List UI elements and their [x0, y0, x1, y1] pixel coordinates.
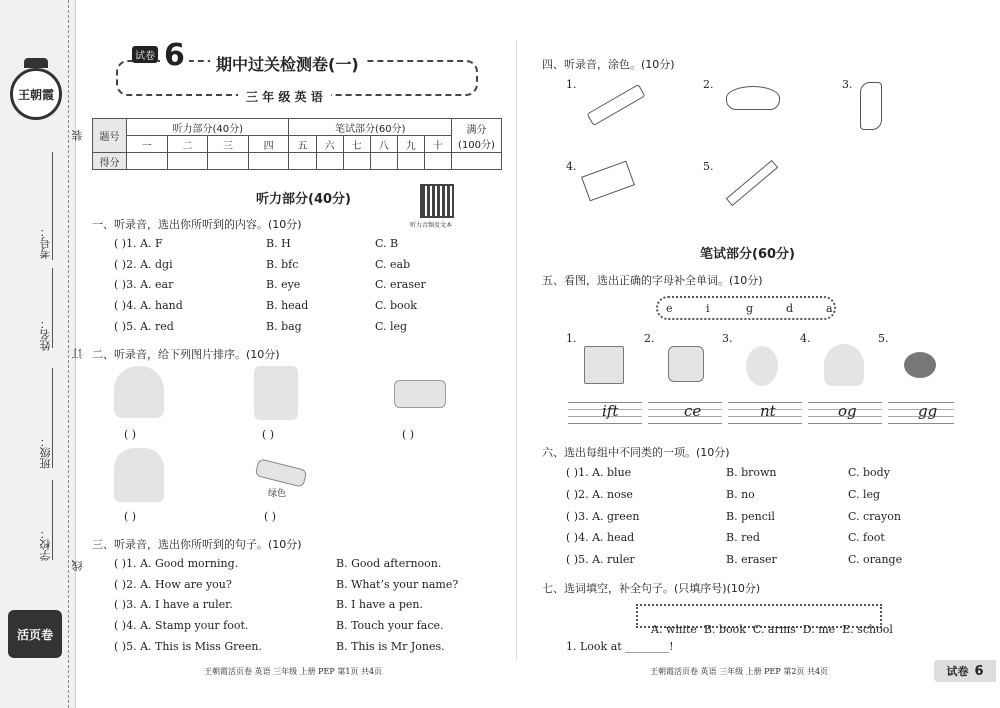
crayon-icon [587, 84, 646, 126]
score-cell[interactable] [424, 153, 451, 170]
q1-item-1-c: C. B [375, 237, 399, 250]
q5-letter: i [706, 302, 710, 315]
score-cell[interactable] [316, 153, 343, 170]
eraser-icon [581, 161, 635, 202]
q1-item-2-c: C. eab [375, 258, 411, 271]
field-name-line[interactable] [52, 268, 53, 348]
q6-item-5-a[interactable]: ( )5. A. ruler [566, 553, 635, 566]
q4-num-1: 1. [566, 78, 577, 91]
score-cell[interactable] [127, 153, 168, 170]
q5-letter: g [746, 302, 754, 315]
question-number: 七 [343, 136, 370, 153]
q3-title: 三、听录音，选出你所听到的句子。(10分) [92, 538, 302, 551]
logo-crown-icon [24, 58, 48, 68]
q2-blank-2[interactable]: ( ) [262, 428, 275, 441]
q4-title: 四、听录音，涂色。(10分) [542, 58, 675, 71]
pencil-icon [726, 160, 778, 206]
q6-item-4-a[interactable]: ( )4. A. head [566, 531, 635, 544]
score-cell[interactable] [248, 153, 289, 170]
q6-item-5-b: B. eraser [726, 553, 777, 566]
green-label: 绿色 [268, 489, 287, 499]
boy-waving-picture [114, 448, 164, 502]
q7-options: A. white B. book C. arms D. me E. school [651, 623, 893, 636]
page-tag-label: 试卷 [946, 665, 969, 678]
q5-num-4: 4. [800, 332, 811, 345]
field-school: 学校： [39, 528, 52, 561]
footer-left: 王朝霞活页卷 英语 三年级 上册 PEP 第1页 共4页 [204, 667, 383, 676]
q1-item-5-c: C. leg [375, 320, 408, 333]
field-exam-number-line[interactable] [52, 152, 53, 260]
egg-picture [904, 352, 936, 378]
q7-line-1[interactable]: 1. Look at ________! [566, 640, 674, 653]
q5-num-1: 1. [566, 332, 577, 345]
qr-caption: 听力音频及文本 [410, 222, 453, 229]
q3-item-1-b: B. Good afternoon. [336, 557, 442, 570]
page-subtitle: 三 年 级 英 语 [238, 88, 331, 105]
eraser-picture [394, 380, 446, 408]
q1-item-5-b: B. bag [266, 320, 302, 333]
question-number: 十 [424, 136, 451, 153]
q1-item-2-b: B. bfc [266, 258, 299, 271]
q7-title: 七、选词填空，补全句子。(只填序号)(10分) [542, 582, 761, 595]
brand-logo [10, 68, 62, 120]
q6-item-4-c: C. foot [848, 531, 885, 544]
question-number: 一 [127, 136, 168, 153]
brand-logo-text: 王朝霞 [17, 87, 54, 102]
q6-item-3-a[interactable]: ( )3. A. green [566, 510, 640, 523]
q2-blank-4[interactable]: ( ) [124, 510, 137, 523]
score-cell[interactable] [370, 153, 397, 170]
full-score-label: 满分 [466, 124, 487, 136]
ant-picture [746, 346, 778, 386]
question-number: 六 [316, 136, 343, 153]
q5-num-3: 3. [722, 332, 733, 345]
q6-item-1-c: C. body [848, 466, 890, 479]
binding-mark-1: 装 [71, 130, 84, 141]
q1-title: 一、听录音，选出你所听到的内容。(10分) [92, 218, 302, 231]
q1-item-1-a[interactable]: ( )1. A. F [114, 237, 163, 250]
footer-right: 王朝霞活页卷 英语 三年级 上册 PEP 第2页 共4页 [650, 667, 829, 676]
boy-crying-picture [114, 366, 164, 418]
q3-item-5-b: B. This is Mr Jones. [336, 640, 445, 653]
exam-badge: 试卷 [132, 46, 158, 63]
q6-title: 六、选出每组中不同类的一项。(10分) [542, 446, 730, 459]
writing-heading: 笔试部分(60分) [700, 247, 795, 262]
q2-blank-3[interactable]: ( ) [402, 428, 415, 441]
score-cell[interactable] [452, 153, 502, 170]
q6-item-1-a[interactable]: ( )1. A. blue [566, 466, 632, 479]
q1-item-4-b: B. head [266, 299, 309, 312]
q6-item-3-c: C. crayon [848, 510, 901, 523]
q3-item-3-a[interactable]: ( )3. A. I have a ruler. [114, 598, 233, 611]
q5-word-2: ce [684, 402, 702, 420]
crayon-picture [255, 458, 308, 488]
score-cell[interactable] [397, 153, 424, 170]
q1-item-3-b: B. eye [266, 278, 301, 291]
page-tag [934, 660, 996, 682]
dog-picture [824, 344, 864, 386]
q1-item-1-b: B. H [266, 237, 291, 250]
q3-item-1-a[interactable]: ( )1. A. Good morning. [114, 557, 239, 570]
field-exam-number: 考号： [39, 226, 52, 259]
question-number: 二 [167, 136, 208, 153]
question-number: 九 [397, 136, 424, 153]
q5-letter: e [666, 302, 673, 315]
q5-letter: a [826, 302, 833, 315]
ruler-shape-icon [860, 82, 882, 130]
q2-blank-1[interactable]: ( ) [124, 428, 137, 441]
full-score [452, 119, 502, 153]
q3-item-2-a[interactable]: ( )2. A. How are you? [114, 578, 232, 591]
q4-num-2: 2. [703, 78, 714, 91]
q1-item-3-c: C. eraser [375, 278, 426, 291]
q4-num-4: 4. [566, 160, 577, 173]
q6-item-4-b: B. red [726, 531, 760, 544]
q6-item-3-b: B. pencil [726, 510, 775, 523]
q1-item-2-a[interactable]: ( )2. A. dgi [114, 258, 173, 271]
listening-header: 听力部分(40分) [127, 119, 289, 136]
page-title: 期中过关检测卷(一) [210, 52, 365, 75]
field-school-line[interactable] [52, 480, 53, 560]
field-class: 班级： [39, 436, 52, 469]
q5-num-5: 5. [878, 332, 889, 345]
binding-mark-2: 订 [71, 348, 84, 359]
q3-item-5-a[interactable]: ( )5. A. This is Miss Green. [114, 640, 262, 653]
ice-cube-picture [668, 346, 704, 382]
page-tag-number: 6 [974, 663, 984, 679]
q6-item-1-b: B. brown [726, 466, 777, 479]
q5-word-3: nt [760, 402, 776, 420]
score-table [92, 118, 502, 170]
q1-item-4-a[interactable]: ( )4. A. hand [114, 299, 183, 312]
score-cell[interactable] [208, 153, 249, 170]
q7-option-box [636, 604, 893, 636]
score-label: 得分 [93, 153, 127, 170]
q3-item-4-b: B. Touch your face. [336, 619, 444, 632]
field-class-line[interactable] [52, 368, 53, 468]
q3-item-4-a[interactable]: ( )4. A. Stamp your foot. [114, 619, 249, 632]
q1-item-3-a[interactable]: ( )3. A. ear [114, 278, 174, 291]
listening-heading: 听力部分(40分) [256, 192, 351, 207]
score-cell[interactable] [289, 153, 316, 170]
binding-mark-3: 线 [71, 560, 84, 571]
full-score-value: (100分) [458, 139, 495, 151]
question-number: 四 [248, 136, 289, 153]
qr-code-icon[interactable] [420, 184, 454, 218]
exam-number: 6 [160, 38, 189, 73]
brand-tag-text: 活页卷 [16, 627, 53, 642]
q5-title: 五、看图，选出正确的字母补全单词。(10分) [542, 274, 763, 287]
q6-item-2-b: B. no [726, 488, 755, 501]
score-cell[interactable] [343, 153, 370, 170]
question-number: 八 [370, 136, 397, 153]
q2-title: 二、听录音，给下列图片排序。(10分) [92, 348, 280, 361]
q6-item-2-c: C. leg [848, 488, 881, 501]
q5-num-2: 2. [644, 332, 655, 345]
gift-picture [584, 346, 624, 384]
q5-word-1: ift [602, 402, 619, 420]
question-number: 五 [289, 136, 316, 153]
q5-word-4: og [838, 402, 857, 420]
rabbit-ears-icon [726, 86, 780, 110]
q2-blank-5[interactable]: ( ) [264, 510, 277, 523]
q3-item-2-b: B. What’s your name? [336, 578, 459, 591]
girl-stamping-picture [254, 366, 298, 420]
field-name: 姓名： [39, 318, 52, 351]
q5-letter: d [786, 302, 794, 315]
question-number: 三 [208, 136, 249, 153]
writing-header: 笔试部分(60分) [289, 119, 452, 136]
q4-num-3: 3. [842, 78, 853, 91]
q1-item-5-a[interactable]: ( )5. A. red [114, 320, 174, 333]
q3-item-3-b: B. I have a pen. [336, 598, 423, 611]
divider-vertical [516, 40, 517, 660]
q6-item-2-a[interactable]: ( )2. A. nose [566, 488, 633, 501]
q5-word-5: gg [918, 402, 938, 420]
q4-num-5: 5. [703, 160, 714, 173]
q1-item-4-c: C. book [375, 299, 417, 312]
score-cell[interactable] [167, 153, 208, 170]
brand-tag [8, 610, 62, 658]
q6-item-5-c: C. orange [848, 553, 903, 566]
score-row-label: 题号 [93, 119, 127, 153]
